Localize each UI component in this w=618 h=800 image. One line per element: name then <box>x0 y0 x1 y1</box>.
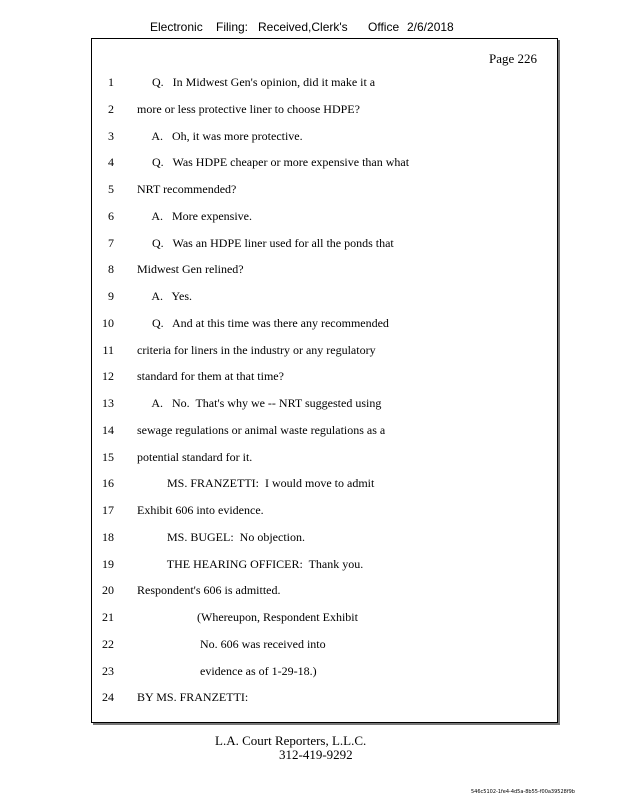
filing-stamp-date: 2/6/2018 <box>407 20 454 34</box>
line-text: (Whereupon, Respondent Exhibit <box>137 610 358 624</box>
line-number: 8 <box>108 262 114 277</box>
line-number: 18 <box>102 529 114 544</box>
line-number: 14 <box>102 422 114 437</box>
line-number: 22 <box>102 636 114 651</box>
line-number: 12 <box>102 369 114 384</box>
filing-stamp-received: Received,Clerk's <box>258 20 348 34</box>
filing-stamp-office: Office <box>368 20 400 34</box>
line-text: A. No. That's why we -- NRT suggested using <box>137 396 382 410</box>
line-text: criteria for liners in the industry or any regulatory <box>137 342 376 357</box>
line-text: Exhibit 606 into evidence. <box>137 503 264 517</box>
reporter-phone: 312-419-9292 <box>279 747 353 762</box>
line-text: evidence as of 1-29-18.) <box>137 663 317 678</box>
line-text: THE HEARING OFFICER: Thank you. <box>137 556 364 571</box>
line-number: 2 <box>108 101 114 116</box>
line-number: 7 <box>108 235 114 250</box>
line-number: 5 <box>108 182 114 196</box>
reporter-company: L.A. Court Reporters, L.L.C. <box>215 733 367 748</box>
line-number: 24 <box>102 690 114 705</box>
line-number: 6 <box>108 208 114 223</box>
line-text: potential standard for it. <box>137 449 253 464</box>
transcript-page <box>91 38 558 723</box>
line-number: 15 <box>102 449 114 464</box>
line-number: 1 <box>108 75 114 89</box>
line-text: No. 606 was received into <box>137 636 326 651</box>
document-id: 546c5102-1fe4-4d5a-8b55-f00a39528f9b <box>471 789 575 795</box>
line-number: 9 <box>108 289 114 303</box>
line-text: standard for them at that time? <box>137 369 284 384</box>
line-text: MS. FRANZETTI: I would move to admit <box>137 476 375 491</box>
line-number: 21 <box>102 610 114 624</box>
filing-stamp-electronic: Electronic <box>150 20 203 34</box>
line-text: Q. In Midwest Gen's opinion, did it make it a <box>137 75 376 89</box>
line-number: 17 <box>102 503 114 517</box>
line-text: A. More expensive. <box>137 208 252 223</box>
line-text: Q. And at this time was there any recommended <box>137 315 389 330</box>
line-number: 23 <box>102 663 114 678</box>
line-number: 3 <box>108 128 114 143</box>
line-text: MS. BUGEL: No objection. <box>137 529 305 544</box>
line-number: 19 <box>102 556 114 571</box>
line-text: Midwest Gen relined? <box>137 262 244 277</box>
line-text: Q. Was HDPE cheaper or more expensive than what <box>137 155 410 170</box>
filing-stamp-header <box>0 20 618 36</box>
line-number: 16 <box>102 476 114 491</box>
line-text: sewage regulations or animal waste regulations as a <box>137 422 386 437</box>
line-number: 10 <box>102 315 114 330</box>
filing-stamp-filing: Filing: <box>216 20 249 34</box>
line-text: A. Oh, it was more protective. <box>137 128 303 143</box>
line-text: NRT recommended? <box>137 182 237 196</box>
line-number: 13 <box>102 396 114 410</box>
line-number: 20 <box>102 583 114 598</box>
line-number: 11 <box>102 342 114 357</box>
line-number: 4 <box>108 155 114 170</box>
line-text: A. Yes. <box>137 289 193 303</box>
line-text: Q. Was an HDPE liner used for all the ponds that <box>137 235 394 250</box>
line-text: more or less protective liner to choose HDPE? <box>137 101 360 116</box>
page-number: Page 226 <box>488 51 537 66</box>
line-text: BY MS. FRANZETTI: <box>137 690 249 705</box>
line-text: Respondent's 606 is admitted. <box>137 583 281 598</box>
